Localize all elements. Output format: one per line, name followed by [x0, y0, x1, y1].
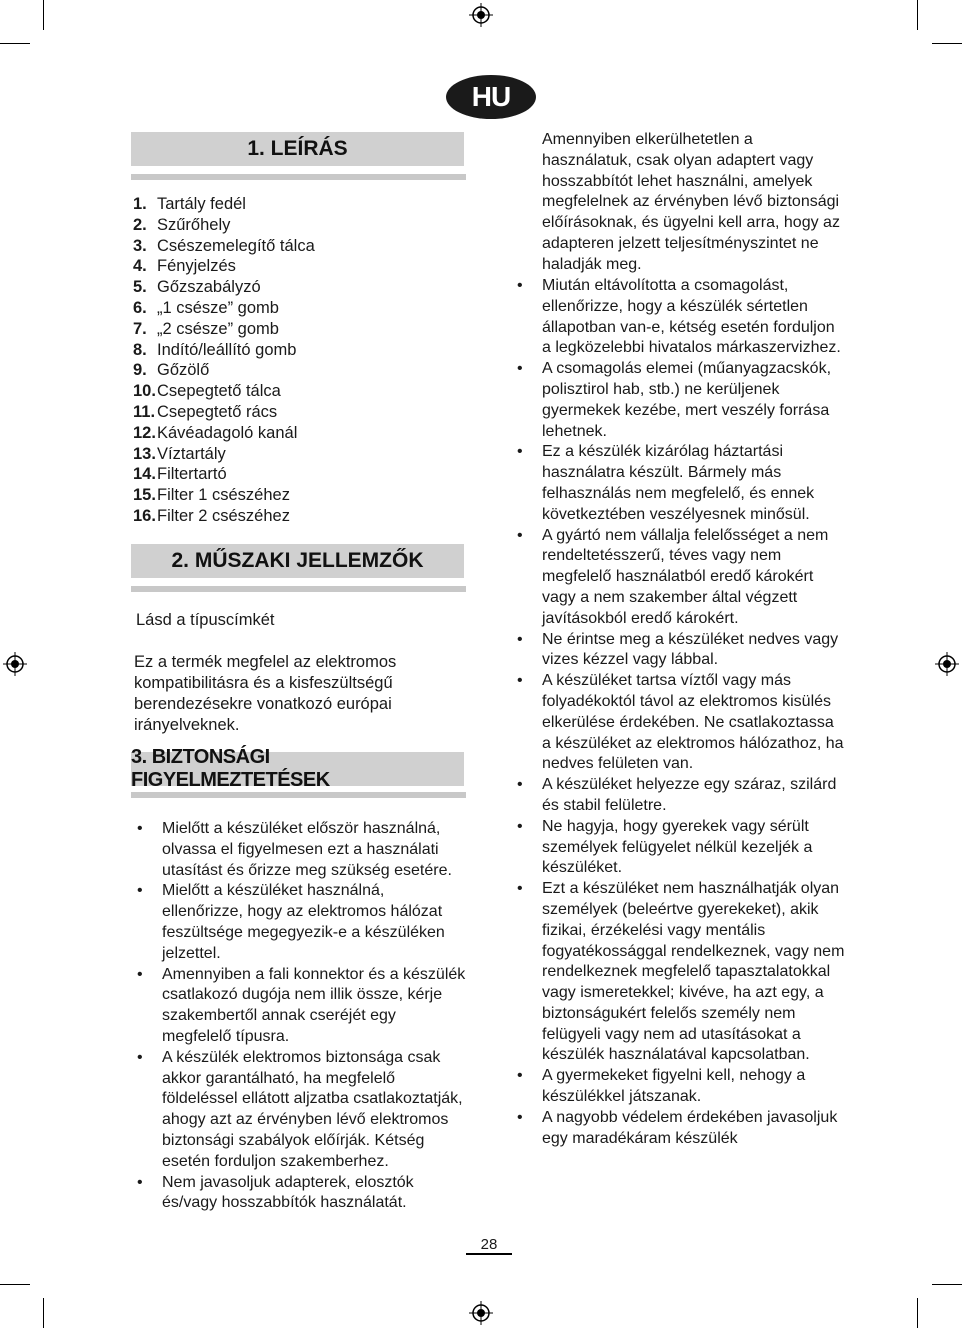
parts-item-label: Kávéadagoló kanál	[157, 423, 298, 442]
parts-item-label: Csészemelegítő tálca	[157, 236, 315, 255]
parts-item-number: 4.	[133, 257, 147, 276]
parts-list-item	[133, 360, 315, 381]
crop-mark	[0, 1284, 30, 1285]
parts-item-label: Szűrőhely	[157, 215, 231, 234]
registration-mark-icon	[469, 3, 493, 27]
crop-mark	[917, 0, 918, 30]
parts-list-item	[133, 506, 315, 527]
parts-list-item	[133, 319, 315, 340]
parts-item-number: 5.	[133, 278, 147, 297]
registration-mark-icon	[469, 1301, 493, 1325]
parts-item-number: 2.	[133, 215, 147, 234]
crop-mark	[917, 1298, 918, 1328]
parts-list-item	[133, 256, 315, 277]
parts-list-item	[133, 298, 315, 319]
parts-list-item	[133, 485, 315, 506]
parts-item-label: „1 csésze” gomb	[157, 298, 279, 317]
parts-list-item	[133, 215, 315, 236]
safety-bullet-item: • Ez a készülék kizárólag háztartási használatra készült. Bármely más felhasználás nem megfelelő, és ennek következtében veszélyesnek minősül.	[514, 442, 846, 525]
parts-item-label: Filter 1 csészéhez	[157, 486, 290, 505]
parts-item-number: 14.	[133, 465, 156, 484]
section-divider	[131, 586, 466, 592]
parts-item-number: 3.	[133, 236, 147, 255]
parts-item-label: Csepegtető tálca	[157, 382, 281, 401]
parts-item-label: Gőzszabályzó	[157, 278, 261, 297]
parts-item-number: 15.	[133, 486, 156, 505]
parts-item-number: 6.	[133, 298, 147, 317]
safety-bullet-item: • Miután eltávolította a csomagolást, ellenőrizze, hogy a készülék sértetlen állapotban van-e, kétség esetén forduljon a legközelebbi hivatalos márkaszervizhez.	[514, 276, 846, 359]
parts-item-label: Filter 2 csészéhez	[157, 506, 290, 525]
safety-bullet-item: • A készülék elektromos biztonsága csak akkor garantálható, ha megfelelő földeléssel ellátott aljzatba csatlakoztatják, ahogy azt az érvényben lévő elektromos biztonsági szabályok előírják. Kétség esetén forduljon szakemberhez.	[134, 1048, 468, 1173]
section-heading-technical: 2. MŰSZAKI JELLEMZŐK	[131, 544, 464, 578]
parts-item-number: 7.	[133, 319, 147, 338]
safety-bullet-item: • Mielőtt a készüléket használná, ellenőrizze, hogy az elektromos hálózat feszültsége megegyezik-e a készüléken jelzettel.	[134, 881, 468, 964]
parts-item-number: 12.	[133, 423, 156, 442]
safety-bullet-item: • A készüléket helyezze egy száraz, szilárd és stabil felületre.	[514, 775, 846, 817]
section-divider	[131, 174, 466, 180]
page-number-underline	[466, 1253, 512, 1255]
crop-mark	[43, 0, 44, 30]
safety-bullet-item: • A gyermekeket figyelni kell, nehogy a készülékkel játszanak.	[514, 1066, 846, 1108]
safety-list-right	[514, 276, 846, 1149]
crop-mark	[0, 43, 30, 44]
parts-list-item	[133, 340, 315, 361]
parts-list-item	[133, 277, 315, 298]
parts-list-item	[133, 194, 315, 215]
safety-list-left	[134, 819, 468, 1214]
crop-mark	[932, 1284, 962, 1285]
page-number: 28	[480, 1236, 498, 1253]
parts-item-label: Csepegtető rács	[157, 402, 278, 421]
parts-list-item	[133, 402, 315, 423]
parts-item-label: Filtertartó	[157, 465, 227, 484]
parts-item-label: Víztartály	[157, 444, 226, 463]
safety-bullet-item: • A csomagolás elemei (műanyagzacskók, polisztirol hab, stb.) ne kerüljenek gyermekek kezébe, mert veszély forrása lehetnek.	[514, 359, 846, 442]
parts-item-label: Gőzölő	[157, 361, 210, 380]
parts-list-item	[133, 381, 315, 402]
parts-item-number: 10.	[133, 382, 156, 401]
safety-bullet-item: • A készüléket tartsa víztől vagy más folyadékoktól távol az elektromos kisülés elkerülése érdekében. Ne csatlakoztassa a készüléket az elektromos hálózathoz, ha nedves felületen van.	[514, 671, 846, 775]
safety-bullet-item: • A nagyobb védelem érdekében javasoljuk egy maradékáram készülék	[514, 1108, 846, 1150]
parts-item-number: 16.	[133, 506, 156, 525]
parts-item-number: 13.	[133, 444, 156, 463]
safety-bullet-item: • Ezt a készüléket nem használhatják olyan személyek (beleértve gyerekeket), akik fizikai, érzékelési vagy mentális fogyatékossággal rendelkeznek, vagy nem rendelkeznek megfelelő tapasztalatokkal vagy ismeretekkel; kivéve, ha azt egy, a biztonságukért felelős személy nem felügyeli vagy nem ad utasításokat a készülék használatával kapcsolatban.	[514, 879, 846, 1066]
parts-item-number: 11.	[133, 402, 156, 421]
parts-item-label: Fényjelzés	[157, 257, 236, 276]
safety-bullet-item: • Nem javasoljuk adapterek, elosztók és/vagy hosszabbítók használatát.	[134, 1173, 468, 1215]
safety-bullet-item: • Mielőtt a készüléket először használná, olvassa el figyelmesen ezt a használati utasítást és őrizze meg szükség esetére.	[134, 819, 468, 881]
parts-list-item	[133, 444, 315, 465]
crop-mark	[932, 43, 962, 44]
parts-list-item	[133, 464, 315, 485]
safety-bullet-item: • Ne érintse meg a készüléket nedves vagy vizes kézzel vagy lábbal.	[514, 630, 846, 672]
parts-list-item	[133, 236, 315, 257]
parts-item-label: Tartály fedél	[157, 195, 246, 213]
registration-mark-icon	[935, 652, 959, 676]
crop-mark	[43, 1298, 44, 1328]
parts-item-number: 8.	[133, 340, 147, 359]
safety-bullet-item: • A gyártó nem vállalja felelősséget a nem rendeltetésszerű, téves vagy nem megfelelő használatból eredő károkért vagy a nem szakember által végzett javításokból eredő károkért.	[514, 526, 846, 630]
safety-bullet-item: • Ne hagyja, hogy gyerekek vagy sérült személyek felügyelet nélkül kezeljék a készüléket.	[514, 817, 846, 879]
tech-label-note: Lásd a típuscímkét	[136, 611, 275, 629]
registration-mark-icon	[3, 652, 27, 676]
adapter-paragraph: Amennyiben elkerülhetetlen a használatuk, csak olyan adaptert vagy hosszabbítót lehet használni, amelyek megfelelnek az érvényben lévő biztonsági előírásoknak, és ügyelni kell arra, hogy az adapteren jelzett teljesítményszintet ne haladják meg.	[542, 131, 840, 273]
parts-list-item	[133, 423, 315, 444]
section-divider	[131, 792, 466, 798]
safety-bullet-item: • Amennyiben a fali konnektor és a készülék csatlakozó dugója nem illik össze, kérje szakembertől annak cseréjét egy megfelelő típusra.	[134, 965, 468, 1048]
parts-list	[133, 194, 315, 527]
section-heading-description: 1. LEÍRÁS	[131, 132, 464, 166]
parts-item-number: 9.	[133, 361, 147, 380]
tech-compliance-text: Ez a termék megfelel az elektromos kompatibilitásra és a kisfeszültségű berendezésekre vonatkozó európai irányelveknek.	[134, 653, 397, 734]
section-heading-safety: 3. BIZTONSÁGI FIGYELMEZTETÉSEK	[131, 752, 464, 786]
parts-item-number: 1.	[133, 195, 147, 213]
parts-item-label: „2 csésze” gomb	[157, 319, 279, 338]
language-badge: HU	[446, 75, 536, 119]
parts-item-label: Indító/leállító gomb	[157, 340, 297, 359]
